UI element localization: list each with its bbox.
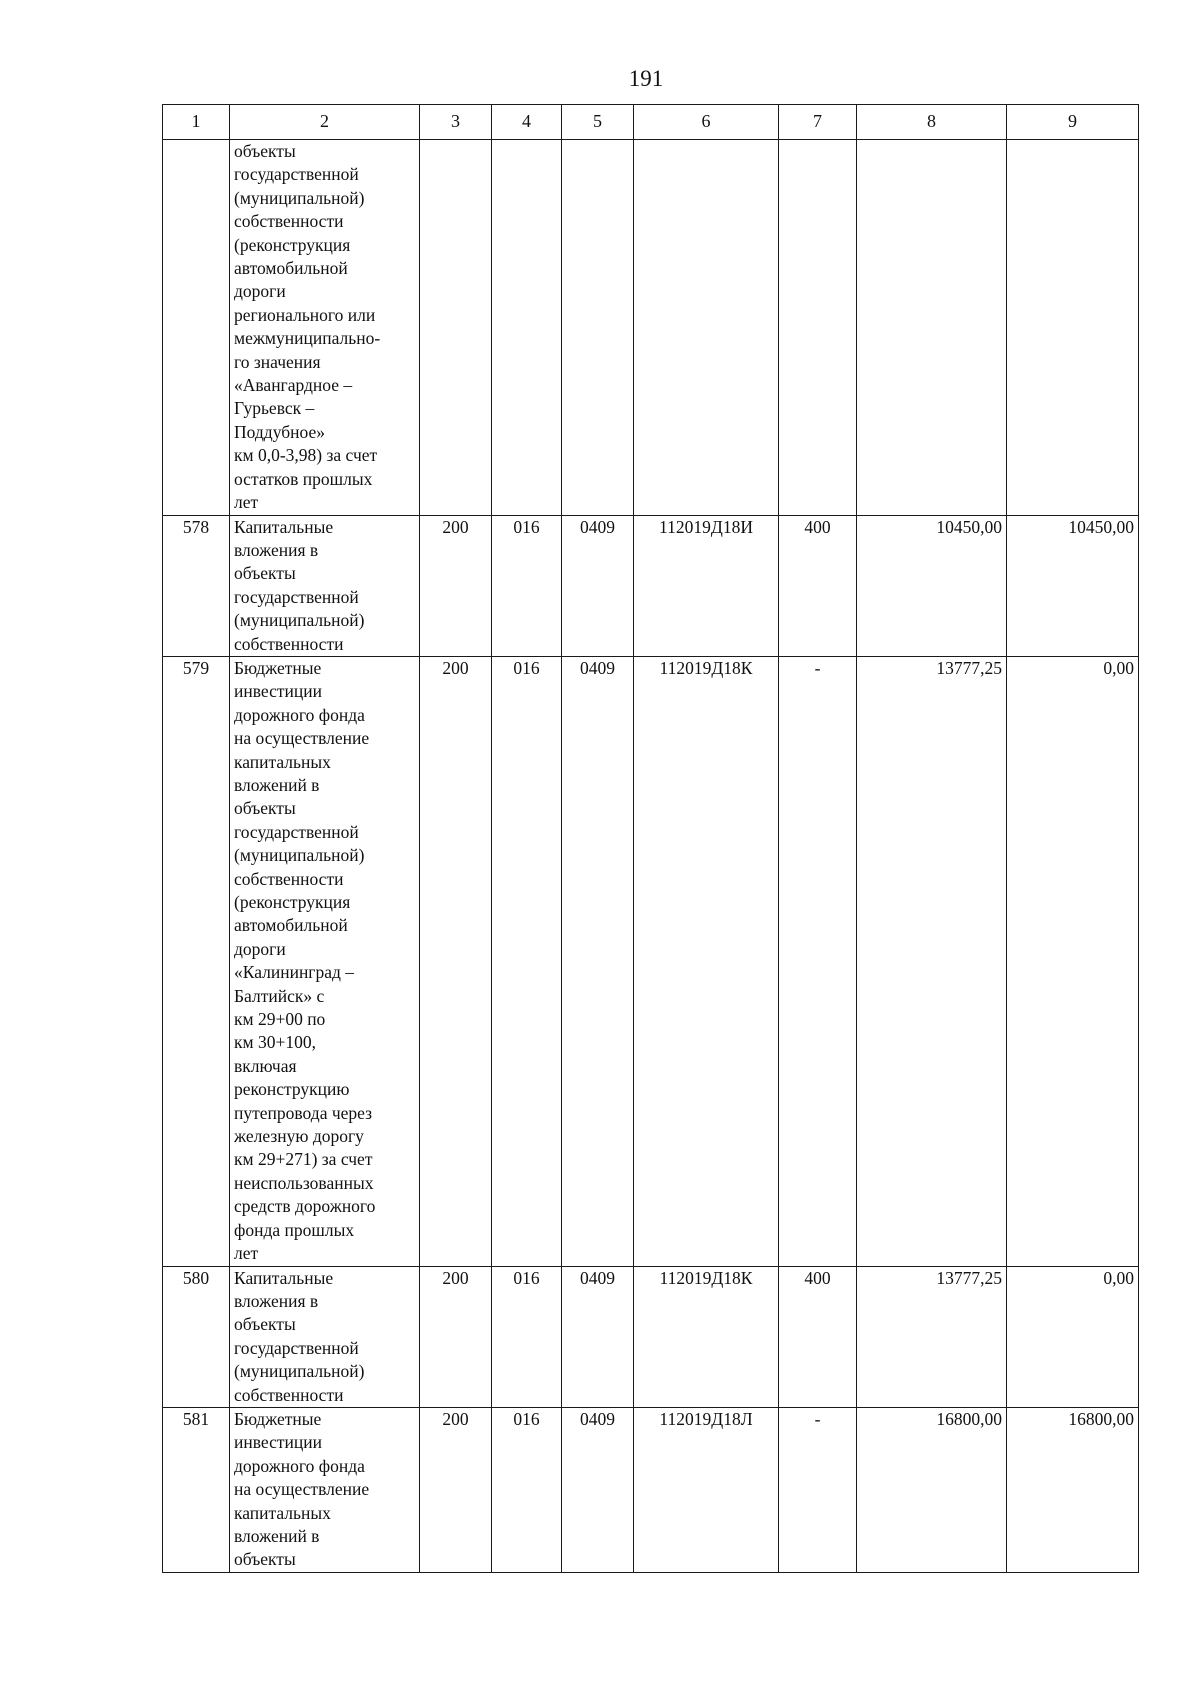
description-line: Капитальные <box>234 516 334 537</box>
col4-cell: 016 <box>492 1407 562 1572</box>
description-line: км 30+100, <box>234 1032 316 1053</box>
description-line: вложений в <box>234 1525 320 1546</box>
description-line: на осуществление <box>234 728 370 749</box>
row-number-cell <box>163 140 230 516</box>
header-col-6: 6 <box>634 105 779 140</box>
description-line: дороги <box>234 281 286 302</box>
description-line: Балтийск» с <box>234 985 325 1006</box>
description-line: путепровода через <box>234 1102 373 1123</box>
col3-cell: 200 <box>420 1266 492 1407</box>
header-col-3: 3 <box>420 105 492 140</box>
amount-9-cell: 0,00 <box>1007 1266 1139 1407</box>
description-cell <box>230 515 420 656</box>
row-number-cell: 578 <box>163 515 230 656</box>
target-code-cell: 112019Д18К <box>634 1266 779 1407</box>
header-row <box>163 105 1139 140</box>
description-line: неиспользованных <box>234 1172 374 1193</box>
description-line: инвестиции <box>234 1432 322 1453</box>
description-line: объекты <box>234 798 296 819</box>
amount-8-cell: 13777,25 <box>857 1266 1007 1407</box>
col4-cell: 016 <box>492 656 562 1266</box>
amount-8-cell: 16800,00 <box>857 1407 1007 1572</box>
description-line: средств дорожного <box>234 1196 376 1217</box>
table-row <box>163 1407 1139 1572</box>
description-line: капитальных <box>234 751 331 772</box>
description-line: дорожного фонда <box>234 1455 365 1476</box>
col5-cell: 0409 <box>562 656 634 1266</box>
expense-type-cell: 400 <box>779 1266 857 1407</box>
description-line: государственной <box>234 586 359 607</box>
col3-cell: 200 <box>420 515 492 656</box>
description-cell <box>230 1266 420 1407</box>
description-line: государственной <box>234 821 359 842</box>
col4-cell: 016 <box>492 1266 562 1407</box>
description-line: вложений в <box>234 774 320 795</box>
description-line: км 29+00 по <box>234 1009 326 1030</box>
col4-cell <box>492 140 562 516</box>
target-code-cell <box>634 140 779 516</box>
header-col-4: 4 <box>492 105 562 140</box>
budget-table <box>162 104 1139 1573</box>
row-number-cell: 580 <box>163 1266 230 1407</box>
description-line: Бюджетные <box>234 657 322 678</box>
header-col-5: 5 <box>562 105 634 140</box>
amount-9-cell: 10450,00 <box>1007 515 1139 656</box>
table-row <box>163 515 1139 656</box>
col3-cell <box>420 140 492 516</box>
description-line: лет <box>234 492 259 513</box>
description-line: вложения в <box>234 539 319 560</box>
description-line: «Авангардное – <box>234 375 353 396</box>
amount-9-cell <box>1007 140 1139 516</box>
description-line: (реконструкция <box>234 892 351 912</box>
table-body <box>163 140 1139 1573</box>
amount-8-cell: 10450,00 <box>857 515 1007 656</box>
page-number: 191 <box>628 66 664 91</box>
expense-type-cell: - <box>779 1407 857 1572</box>
header-col-7: 7 <box>779 105 857 140</box>
target-code-cell: 112019Д18И <box>634 515 779 656</box>
col5-cell: 0409 <box>562 515 634 656</box>
description-line: капитальных <box>234 1502 331 1523</box>
description-line: Бюджетные <box>234 1408 322 1429</box>
header-col-9: 9 <box>1007 105 1139 140</box>
amount-8-cell: 13777,25 <box>857 656 1007 1266</box>
description-line: (муниципальной) <box>234 610 365 631</box>
row-number-cell: 581 <box>163 1407 230 1572</box>
amount-9-cell: 16800,00 <box>1007 1407 1139 1572</box>
header-col-8: 8 <box>857 105 1007 140</box>
description-line: включая <box>234 1055 297 1076</box>
description-line: км 29+271) за счет <box>234 1149 373 1170</box>
amount-9-cell: 0,00 <box>1007 656 1139 1266</box>
description-line: межмуниципально- <box>234 328 381 349</box>
description-line: железную дорогу <box>234 1126 364 1147</box>
col5-cell: 0409 <box>562 1407 634 1572</box>
description-line: (реконструкция <box>234 234 351 255</box>
expense-type-cell: 400 <box>779 515 857 656</box>
col3-cell: 200 <box>420 656 492 1266</box>
description-line: Капитальные <box>234 1267 334 1288</box>
description-line: фонда прошлых <box>234 1219 355 1240</box>
expense-type-cell <box>779 140 857 516</box>
description-line: государственной <box>234 164 359 185</box>
description-line: собственности <box>234 633 344 654</box>
description-cell <box>230 656 420 1266</box>
header-col-1: 1 <box>163 105 230 140</box>
description-line: объекты <box>234 141 296 161</box>
description-line: собственности <box>234 211 344 232</box>
description-line: собственности <box>234 868 344 889</box>
description-line: автомобильной <box>234 258 348 279</box>
col5-cell: 0409 <box>562 1266 634 1407</box>
amount-8-cell <box>857 140 1007 516</box>
col5-cell <box>562 140 634 516</box>
description-line: го значения <box>234 351 321 372</box>
table-row <box>163 1266 1139 1407</box>
col3-cell: 200 <box>420 1407 492 1572</box>
description-line: км 0,0-3,98) за счет <box>234 445 378 466</box>
description-cell <box>230 140 420 516</box>
description-line: на осуществление <box>234 1479 370 1500</box>
description-line: Гурьевск – <box>234 398 315 419</box>
description-line: вложения в <box>234 1290 319 1311</box>
description-line: остатков прошлых <box>234 468 373 489</box>
table-row <box>163 140 1139 516</box>
description-line: Поддубное» <box>234 421 325 442</box>
description-line: объекты <box>234 563 296 584</box>
description-line: (муниципальной) <box>234 1361 365 1382</box>
target-code-cell: 112019Д18Л <box>634 1407 779 1572</box>
row-number-cell: 579 <box>163 656 230 1266</box>
header-col-2: 2 <box>230 105 420 140</box>
target-code-cell: 112019Д18К <box>634 656 779 1266</box>
description-line: объекты <box>234 1549 296 1570</box>
description-line: инвестиции <box>234 681 322 702</box>
description-line: (муниципальной) <box>234 845 365 866</box>
description-line: государственной <box>234 1337 359 1358</box>
table-row <box>163 656 1139 1266</box>
description-cell <box>230 1407 420 1572</box>
description-line: объекты <box>234 1314 296 1335</box>
col4-cell: 016 <box>492 515 562 656</box>
description-line: «Калининград – <box>234 962 355 983</box>
description-line: собственности <box>234 1384 344 1405</box>
description-line: дорожного фонда <box>234 704 365 725</box>
expense-type-cell: - <box>779 656 857 1266</box>
description-line: лет <box>234 1243 259 1264</box>
description-line: автомобильной <box>234 915 348 936</box>
description-line: (муниципальной) <box>234 187 365 208</box>
description-line: реконструкцию <box>234 1079 350 1100</box>
description-line: регионального или <box>234 304 376 325</box>
description-line: дороги <box>234 938 286 959</box>
